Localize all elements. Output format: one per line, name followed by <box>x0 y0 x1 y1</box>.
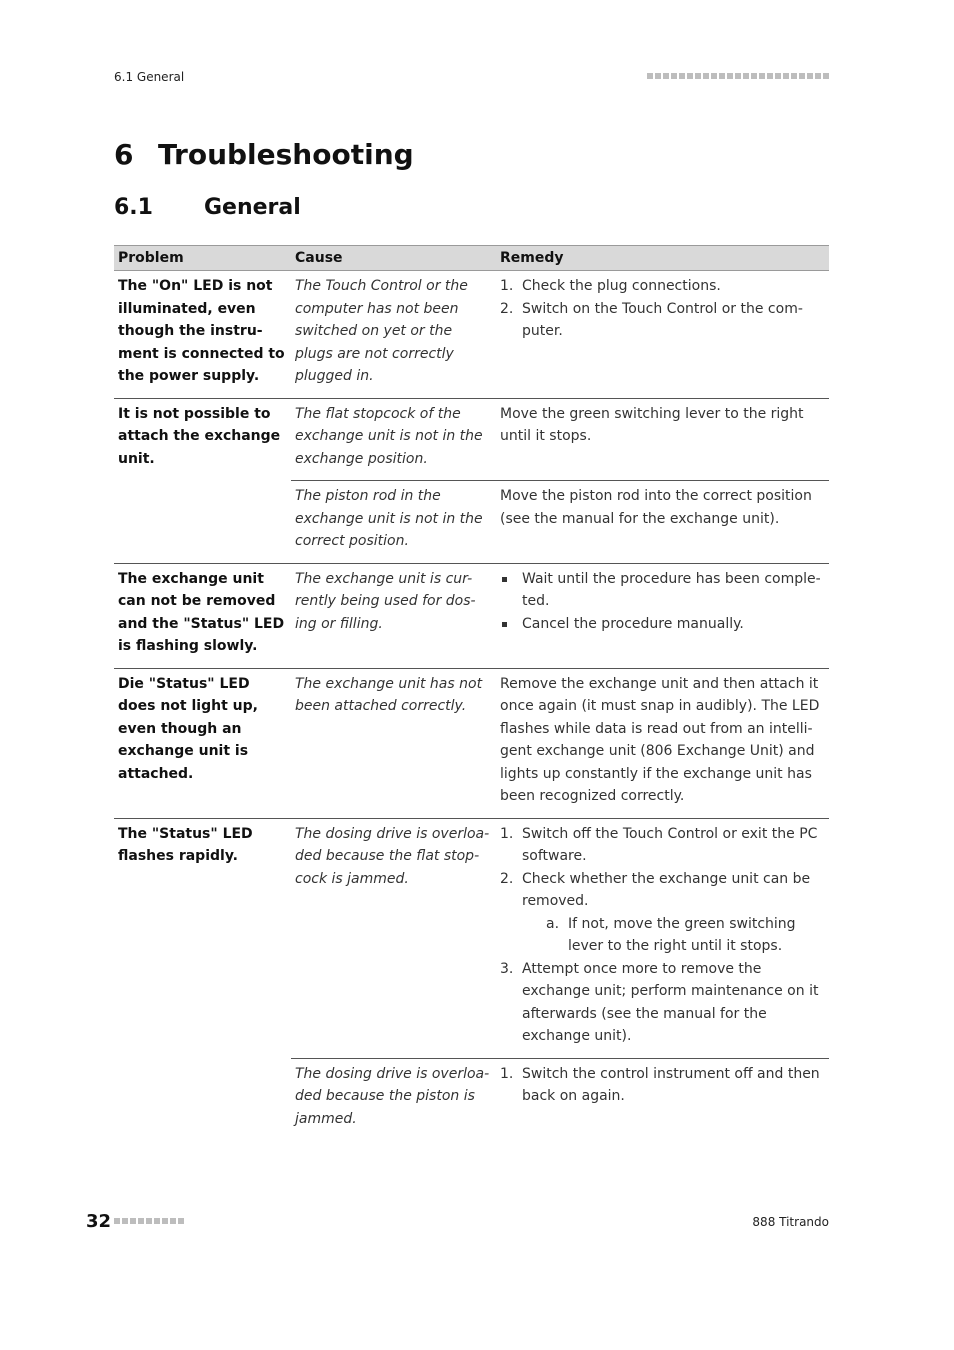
troubleshooting-table <box>114 245 829 1140</box>
table-row <box>114 818 829 1058</box>
remedy-step: 3. Attempt once more to remove the exchange unit; perform maintenance on it afterwards (see the manual for the exchange unit). <box>500 960 819 1044</box>
remedy-cell: Remove the exchange unit and then attach it once again (it must snap in audibly). The LED flashes while data is read out from an intelli-gent exchange unit (806 Exchange Unit) and lights up constantly if the exchange unit has been recognized correctly. <box>496 668 829 818</box>
remedy-cell <box>496 563 829 668</box>
bullet-square-icon <box>500 613 522 636</box>
remedy-cell: Move the piston rod into the correct position (see the manual for the exchange unit). <box>496 481 829 564</box>
section-heading <box>114 195 301 220</box>
cause-cell: The dosing drive is overloa-ded because the flat stop-cock is jammed. <box>291 818 496 1058</box>
page-number: 32 <box>86 1211 112 1232</box>
table-header-row <box>114 246 829 271</box>
section-title: General <box>204 195 301 220</box>
cause-cell: The dosing drive is overloa-ded because the piston is jammed. <box>291 1058 496 1140</box>
footer-dot-strip <box>114 1218 184 1224</box>
cause-cell: The Touch Control or the computer has not been switched on yet or the plugs are not correctly plugged in. <box>291 271 496 399</box>
running-header-title: 6.1 General <box>114 70 185 84</box>
header-problem: Problem <box>114 246 291 271</box>
problem-cell: The exchange unit can not be removed and the "Status" LED is flashing slowly. <box>114 563 291 668</box>
cause-cell: The exchange unit has not been attached correctly. <box>291 668 496 818</box>
header-remedy: Remedy <box>496 246 829 271</box>
bullet-square-icon <box>500 568 522 613</box>
remedy-bullet: Cancel the procedure manually. <box>500 613 825 636</box>
remedy-step: 1. Switch off the Touch Control or exit the PC software. <box>500 825 818 864</box>
chapter-number: 6 <box>114 138 134 171</box>
table-row <box>114 668 829 818</box>
remedy-step: 2. Check whether the exchange unit can be removed. <box>500 870 811 909</box>
cause-cell: The piston rod in the exchange unit is not in the correct position. <box>291 481 496 564</box>
problem-cell: Die "Status" LED does not light up, even though an exchange unit is attached. <box>114 668 291 818</box>
remedy-bullets <box>500 568 825 636</box>
table-row <box>114 271 829 399</box>
problem-cell: It is not possible to attach the exchange unit. <box>114 398 291 563</box>
remedy-steps <box>500 275 825 343</box>
table-row <box>114 398 829 481</box>
chapter-title: Troubleshooting <box>158 138 414 171</box>
chapter-heading <box>114 138 414 171</box>
remedy-steps <box>500 1063 825 1108</box>
remedy-step: 1. Switch the control instrument off and then back on again. <box>500 1065 820 1104</box>
remedy-cell <box>496 1058 829 1140</box>
header-dot-strip <box>647 73 829 79</box>
header-cause: Cause <box>291 246 496 271</box>
problem-cell: The "Status" LED flashes rapidly. <box>114 818 291 1140</box>
cause-cell: The exchange unit is cur-rently being used for dos-ing or filling. <box>291 563 496 668</box>
remedy-step: 2. Switch on the Touch Control or the com-puter. <box>500 300 803 339</box>
remedy-step: 1. Check the plug connections. <box>500 278 721 294</box>
remedy-cell <box>496 271 829 399</box>
footer-product-name: 888 Titrando <box>752 1215 829 1229</box>
remedy-steps <box>500 823 825 1048</box>
table-row <box>114 563 829 668</box>
cause-cell: The flat stopcock of the exchange unit is not in the exchange position. <box>291 398 496 481</box>
remedy-substep: a. If not, move the green switching lever to the right until it stops. <box>546 915 796 954</box>
problem-cell: The "On" LED is not illuminated, even though the instru-ment is connected to the power supply. <box>114 271 291 399</box>
remedy-cell: Move the green switching lever to the right until it stops. <box>496 398 829 481</box>
remedy-cell <box>496 818 829 1058</box>
section-number: 6.1 <box>114 195 153 220</box>
remedy-bullet: Wait until the procedure has been comple-ted. <box>500 568 825 613</box>
